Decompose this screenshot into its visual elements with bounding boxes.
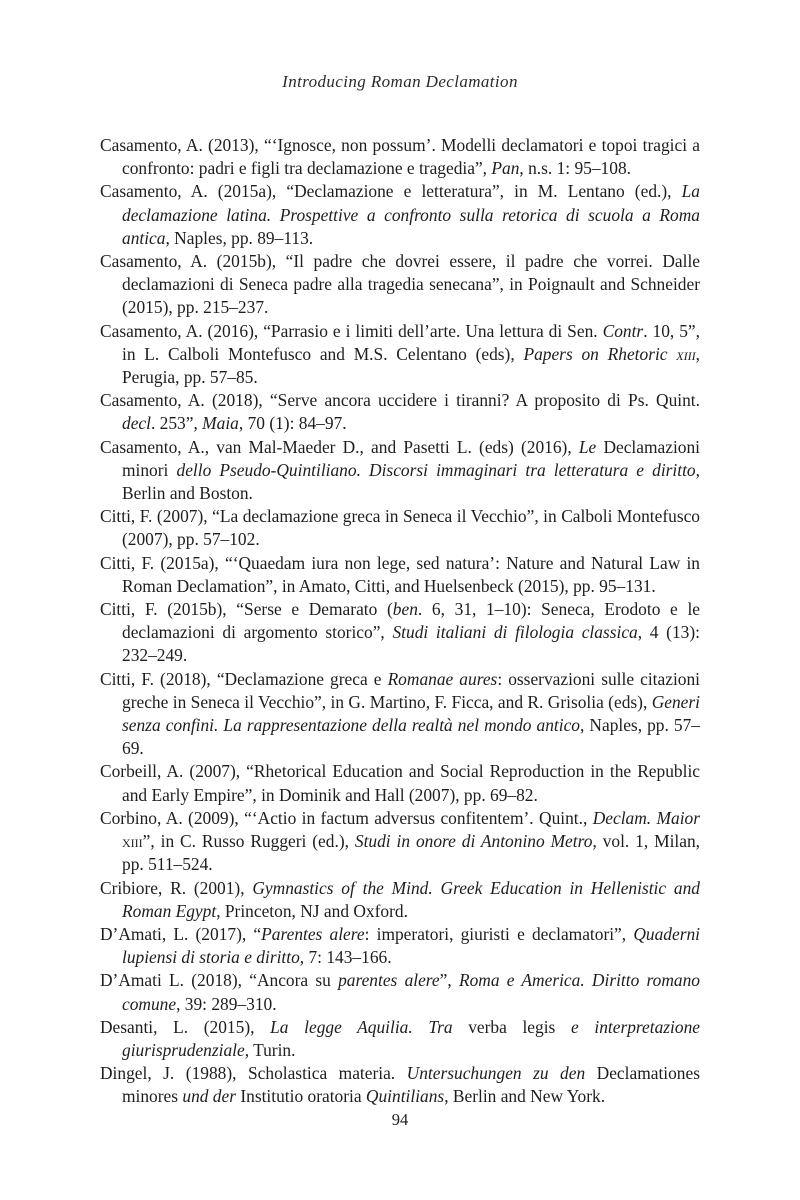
text-run: ”, in C. Russo Ruggeri (ed.), — [142, 831, 355, 852]
text-run: verba legis — [468, 1016, 571, 1037]
text-run: , Naples, pp. 89–113. — [165, 227, 314, 248]
text-run: D’Amati L. (2018), “Ancora su — [100, 970, 339, 991]
running-header: Introducing Roman Declamation — [282, 72, 518, 91]
text-run: , Perugia, pp. 57–85. — [122, 343, 700, 388]
text-run: , 70 (1): 84–97. — [238, 413, 347, 434]
bibliography-entry — [100, 668, 700, 761]
text-run: , vol. 1, Milan, pp. 511–524. — [122, 831, 700, 875]
bibliography-entry — [100, 552, 700, 598]
text-run: Corbino, A. (2009), “‘Actio in factum adversus confitentem’. Quint., — [100, 807, 593, 828]
text-run: Casamento, A. (2015a), “Declamazione e letteratura”, in M. Lentano (ed.), — [100, 181, 682, 202]
italic-text-run: Studi italiani di filologia classica — [392, 622, 638, 643]
text-run: xiii — [122, 831, 143, 852]
bibliography-entry — [100, 389, 700, 435]
bibliography-entry — [100, 760, 700, 806]
bibliography-entry — [100, 505, 700, 551]
bibliography-entry — [100, 1062, 700, 1108]
italic-text-run: Pan — [491, 158, 520, 179]
text-run: , 39: 289–310. — [176, 993, 277, 1014]
text-run: D’Amati, L. (2017), “ — [100, 923, 262, 944]
text-run: Corbeill, A. (2007), “Rhetorical Education and Social Reproduction in the Republic and Early Empire”, in Dominik and Hall (2007), pp. 69–82. — [100, 761, 700, 805]
text-run: , Berlin and Boston. — [122, 459, 700, 504]
text-run: . 253”, — [150, 413, 203, 434]
italic-text-run: Quintilians — [365, 1086, 445, 1107]
italic-text-run: Generi senza confini. La rappresentazione della realtà nel mondo antico — [122, 691, 700, 736]
bibliography-entry — [100, 1016, 700, 1062]
text-run: : osservazioni sulle citazioni greche in Seneca il Vecchio”, in G. Martino, F. Ficca, and R. Grisolia (eds), — [122, 668, 700, 712]
text-run: , 4 (13): 232–249. — [122, 622, 700, 666]
italic-text-run: Studi in onore di Antonino Metro — [354, 831, 593, 852]
text-run: : imperatori, giuristi e declamatori”, — [364, 923, 634, 944]
bibliography-entry — [100, 436, 700, 506]
italic-text-run: Untersuchungen zu den — [406, 1063, 597, 1084]
text-run: Citti, F. (2018), “Declamazione greca e — [100, 668, 388, 689]
text-run: Casamento, A. (2013), “‘Ignosce, non possum’. Modelli declamatori e topoi tragici a confronto: padri e figli tra declamazione e tragedia”, — [100, 135, 700, 179]
text-run: Casamento, A., van Mal-Maeder D., and Pasetti L. (eds) (2016), — [100, 436, 579, 457]
bibliography-entry — [100, 134, 700, 180]
page-number: 94 — [391, 1110, 409, 1129]
italic-text-run: und der — [182, 1086, 241, 1107]
italic-text-run: La legge Aquilia. Tra — [270, 1016, 469, 1037]
text-run: Declamationes minores — [122, 1063, 700, 1107]
italic-text-run: ben — [392, 599, 418, 620]
text-run: , Naples, pp. 57–69. — [122, 715, 700, 759]
text-run: Citti, F. (2015b), “Serse e Demarato ( — [100, 599, 393, 620]
text-run: Desanti, L. (2015), — [100, 1016, 271, 1037]
text-run: Casamento, A. (2016), “Parrasio e i limiti dell’arte. Una lettura di Sen. — [100, 320, 603, 341]
text-run: , Princeton, NJ and Oxford. — [216, 900, 408, 921]
bibliography-entry — [100, 598, 700, 668]
bibliography-entry — [100, 877, 700, 923]
italic-text-run: La declamazione latina. Prospettive a confronto sulla retorica di scuola a Roma antica — [122, 181, 700, 248]
italic-text-run: e interpretazione giurisprudenziale — [122, 1016, 700, 1060]
text-run: , Turin. — [244, 1039, 296, 1060]
text-run: Casamento, A. (2018), “Serve ancora uccidere i tiranni? A proposito di Ps. Quint. — [100, 390, 700, 411]
text-run: Citti, F. (2007), “La declamazione greca in Seneca il Vecchio”, in Calboli Montefusco (2007), pp. 57–102. — [100, 506, 700, 550]
italic-text-run: Roma e America. Diritto romano comune — [122, 970, 700, 1014]
text-run: . 10, 5”, in L. Calboli Montefusco and M.S. Celentano (eds), — [122, 320, 700, 364]
text-run: , n.s. 1: 95–108. — [519, 158, 631, 179]
bibliography-entry — [100, 250, 700, 320]
bibliography-entry — [100, 180, 700, 250]
bibliography-entry — [100, 807, 700, 877]
italic-text-run: Gymnastics of the Mind. Greek Education in Hellenistic and Roman Egypt — [122, 877, 700, 921]
text-run: Declamazioni minori — [122, 436, 701, 480]
text-run: Cribiore, R. (2001), — [100, 877, 253, 898]
text-run: ”, — [439, 970, 459, 991]
text-run: Dingel, J. (1988), Scholastica materia. — [100, 1063, 407, 1084]
italic-text-run: Declam. Maior — [592, 807, 700, 828]
italic-text-run: dello Pseudo-Quintiliano. Discorsi immaginari tra letteratura e diritto — [176, 459, 696, 480]
text-run: Citti, F. (2015a), “‘Quaedam iura non lege, sed natura’: Nature and Natural Law in Roman Declamation”, in Amato, Citti, and Huelsenbeck (2015), pp. 95–131. — [100, 552, 700, 596]
text-run: Casamento, A. (2015b), “Il padre che dovrei essere, il padre che vorrei. Dalle declamazioni di Seneca padre alla tragedia senecana”, in Poignault and Schneider (2015), pp. 215–237. — [100, 251, 700, 318]
italic-text-run: Le — [578, 436, 604, 457]
italic-text-run: Maia — [202, 413, 239, 434]
italic-text-run: Contr — [602, 320, 644, 341]
italic-text-run: decl — [122, 413, 151, 434]
italic-text-run: parentes alere — [338, 970, 440, 991]
bibliography-entry — [100, 923, 700, 969]
text-run: Institutio oratoria — [240, 1086, 366, 1107]
italic-text-run: Papers on Rhetoric — [523, 343, 677, 364]
bibliography-entry — [100, 320, 700, 390]
text-run: , Berlin and New York. — [444, 1086, 606, 1107]
bibliography-list — [100, 134, 700, 1109]
text-run: , 7: 143–166. — [299, 947, 392, 968]
italic-text-run: Romanae aures — [387, 668, 498, 689]
bibliography-entry — [100, 969, 700, 1015]
italic-text-run: Parentes alere — [261, 923, 365, 944]
italic-text-run: xiii — [676, 343, 696, 364]
text-run: . 6, 31, 1–10): Seneca, Erodoto e le declamazioni di argomento storico”, — [122, 599, 700, 643]
italic-text-run: Quaderni lupiensi di storia e diritto — [122, 923, 700, 968]
